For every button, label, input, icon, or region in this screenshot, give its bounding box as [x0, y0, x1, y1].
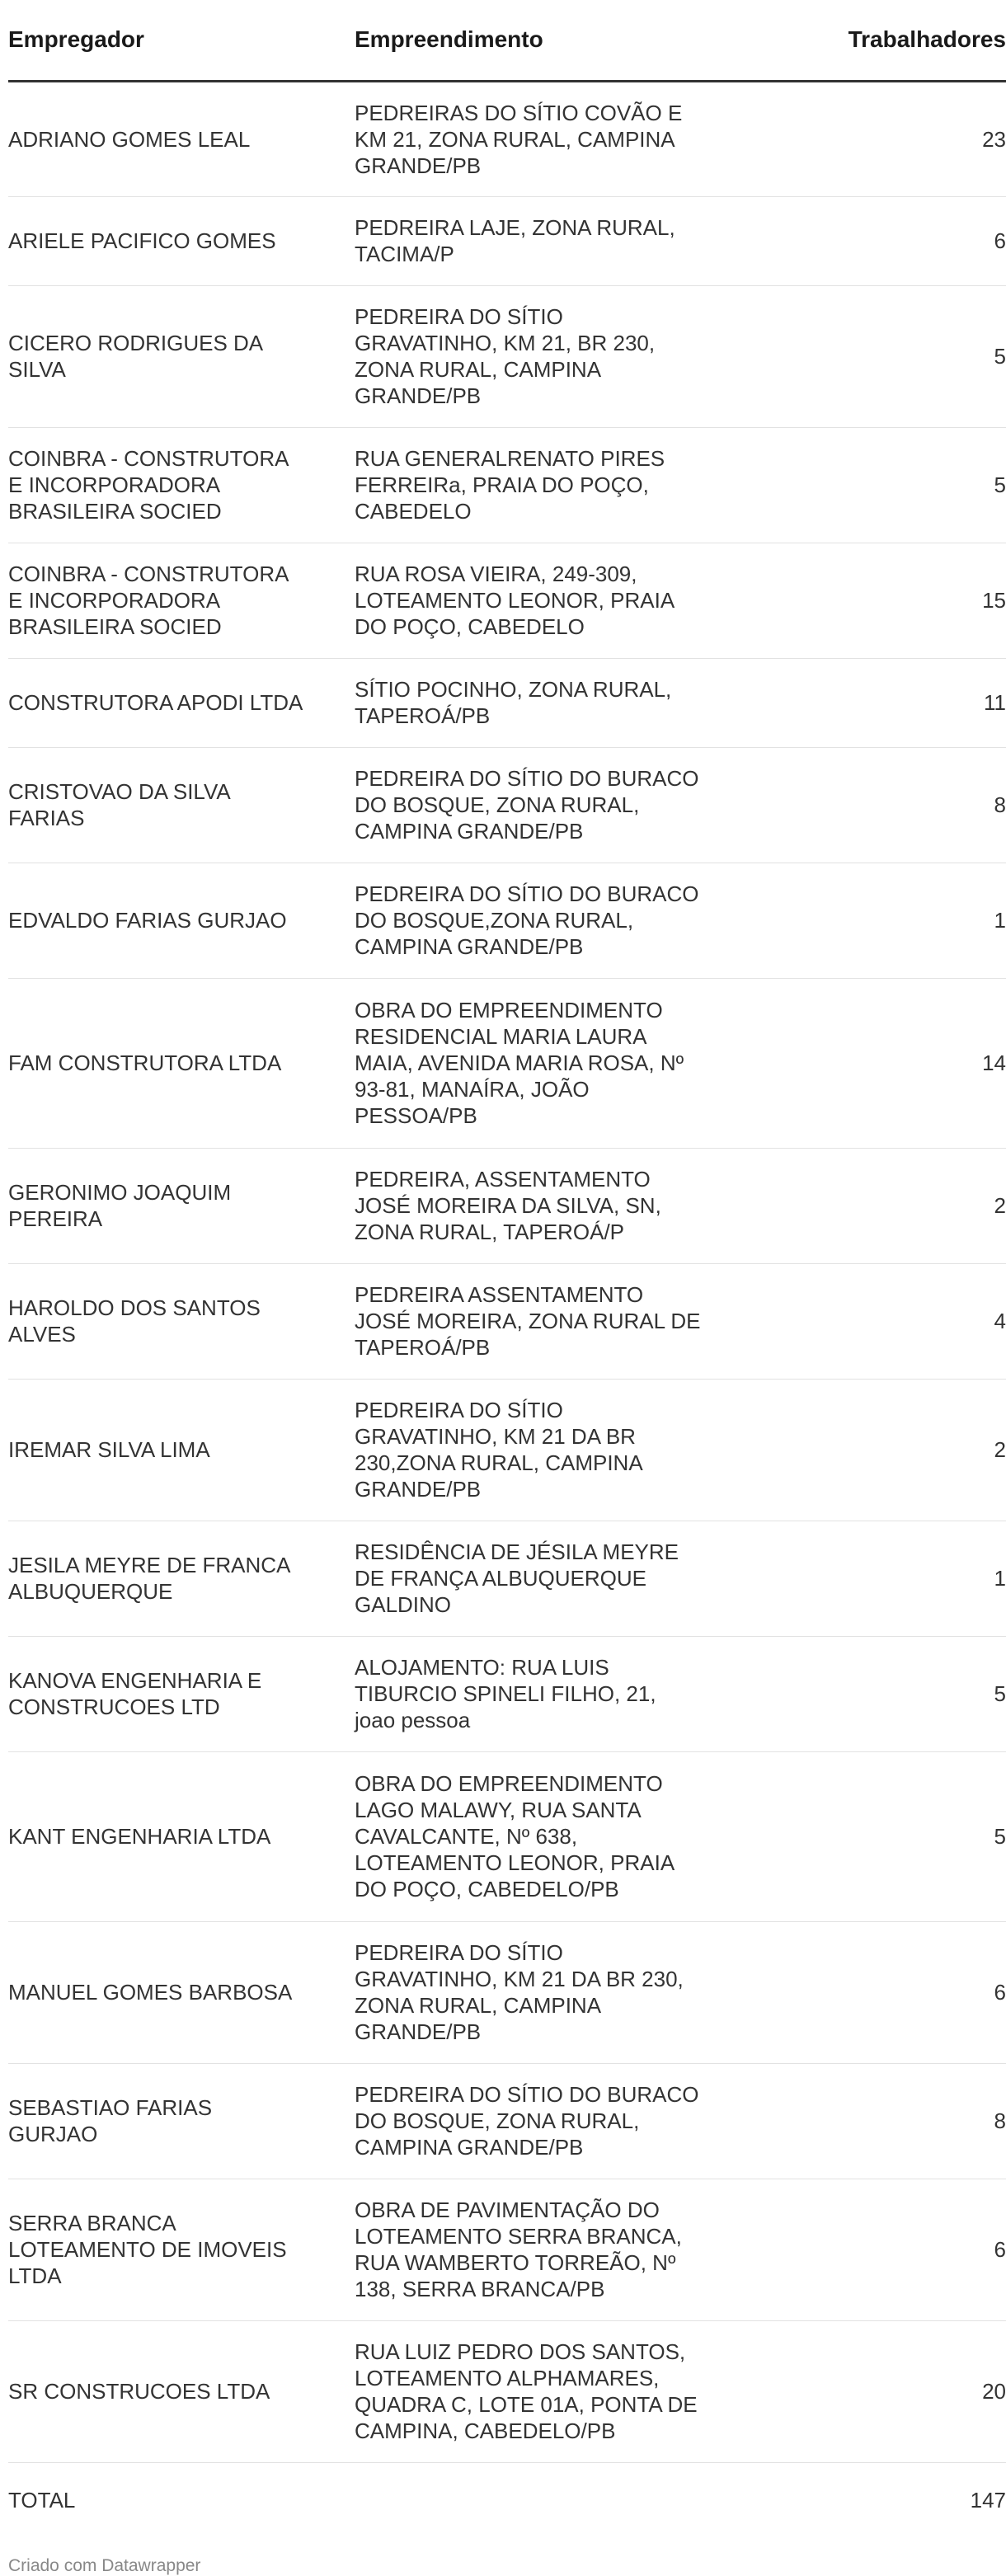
table-row	[8, 2320, 1006, 2462]
trabalhadores-cell: 4	[701, 1263, 1006, 1379]
trabalhadores-cell: 6	[701, 1921, 1006, 2063]
empreendimento-cell: PEDREIRA DO SÍTIO GRAVATINHO, KM 21, BR 230, ZONA RURAL, CAMPINA GRANDE/PB	[355, 285, 701, 427]
table-row	[8, 978, 1006, 1148]
workers-table	[8, 0, 1006, 2538]
trabalhadores-cell: 5	[701, 1751, 1006, 1921]
trabalhadores-cell: 1	[701, 863, 1006, 978]
empreendimento-cell: SÍTIO POCINHO, ZONA RURAL, TAPEROÁ/PB	[355, 658, 701, 747]
trabalhadores-cell: 11	[701, 658, 1006, 747]
table-row	[8, 1148, 1006, 1263]
empregador-cell: FAM CONSTRUTORA LTDA	[8, 978, 355, 1148]
datawrapper-table	[8, 0, 1006, 2576]
empreendimento-cell: PEDREIRA DO SÍTIO GRAVATINHO, KM 21 DA BR 230,ZONA RURAL, CAMPINA GRANDE/PB	[355, 1379, 701, 1521]
empreendimento-cell: PEDREIRA, ASSENTAMENTO JOSÉ MOREIRA DA SILVA, SN, ZONA RURAL, TAPEROÁ/P	[355, 1148, 701, 1263]
table-row	[8, 285, 1006, 427]
empreendimento-cell: RUA GENERALRENATO PIRES FERREIRa, PRAIA DO POÇO, CABEDELO	[355, 427, 701, 543]
table-row	[8, 1751, 1006, 1921]
trabalhadores-cell: 6	[701, 2179, 1006, 2320]
empregador-cell: MANUEL GOMES BARBOSA	[8, 1921, 355, 2063]
empregador-cell: SERRA BRANCA LOTEAMENTO DE IMOVEIS LTDA	[8, 2179, 355, 2320]
total-label: TOTAL	[8, 2488, 76, 2513]
table-row	[8, 81, 1006, 196]
trabalhadores-cell: 2	[701, 1148, 1006, 1263]
empreendimento-cell: OBRA DO EMPREENDIMENTO RESIDENCIAL MARIA LAURA MAIA, AVENIDA MARIA ROSA, Nº 93-81, MANAÍRA, JOÃO PESSOA/PB	[355, 978, 701, 1148]
empreendimento-cell: ALOJAMENTO: RUA LUIS TIBURCIO SPINELI FILHO, 21, joao pessoa	[355, 1636, 701, 1751]
trabalhadores-cell: 6	[701, 196, 1006, 285]
table-row	[8, 1263, 1006, 1379]
table-body	[8, 81, 1006, 2538]
trabalhadores-cell: 1	[701, 1521, 1006, 1636]
trabalhadores-cell: 2	[701, 1379, 1006, 1521]
table-row	[8, 1636, 1006, 1751]
empregador-cell: EDVALDO FARIAS GURJAO	[8, 863, 355, 978]
table-row	[8, 747, 1006, 863]
total-row	[8, 2462, 1006, 2538]
header-row	[8, 0, 1006, 81]
table-row	[8, 543, 1006, 658]
empreendimento-cell: PEDREIRA DO SÍTIO DO BURACO DO BOSQUE, ZONA RURAL, CAMPINA GRANDE/PB	[355, 747, 701, 863]
empregador-cell: JESILA MEYRE DE FRANCA ALBUQUERQUE	[8, 1521, 355, 1636]
empreendimento-cell: RESIDÊNCIA DE JÉSILA MEYRE DE FRANÇA ALBUQUERQUE GALDINO	[355, 1521, 701, 1636]
trabalhadores-cell: 5	[701, 285, 1006, 427]
trabalhadores-cell: 20	[701, 2320, 1006, 2462]
empreendimento-cell: PEDREIRA ASSENTAMENTO JOSÉ MOREIRA, ZONA RURAL DE TAPEROÁ/PB	[355, 1263, 701, 1379]
table-row	[8, 2063, 1006, 2179]
empreendimento-cell: OBRA DO EMPREENDIMENTO LAGO MALAWY, RUA SANTA CAVALCANTE, Nº 638, LOTEAMENTO LEONOR, PRAIA DO POÇO, CABEDELO/PB	[355, 1751, 701, 1921]
datawrapper-credit: Criado com Datawrapper	[8, 2556, 201, 2575]
trabalhadores-cell: 8	[701, 2063, 1006, 2179]
empregador-cell: CICERO RODRIGUES DA SILVA	[8, 285, 355, 427]
trabalhadores-cell: 14	[701, 978, 1006, 1148]
empregador-cell: ADRIANO GOMES LEAL	[8, 81, 355, 196]
trabalhadores-cell: 5	[701, 1636, 1006, 1751]
table-row	[8, 1921, 1006, 2063]
table-row	[8, 2179, 1006, 2320]
empregador-cell: COINBRA - CONSTRUTORA E INCORPORADORA BRASILEIRA SOCIED	[8, 427, 355, 543]
empreendimento-cell: RUA ROSA VIEIRA, 249-309, LOTEAMENTO LEONOR, PRAIA DO POÇO, CABEDELO	[355, 543, 701, 658]
trabalhadores-cell: 23	[701, 81, 1006, 196]
empregador-cell: KANOVA ENGENHARIA E CONSTRUCOES LTD	[8, 1636, 355, 1751]
table-row	[8, 1521, 1006, 1636]
header-empreendimento[interactable]: Empreendimento	[355, 0, 701, 81]
empreendimento-cell: PEDREIRA LAJE, ZONA RURAL, TACIMA/P	[355, 196, 701, 285]
table-row	[8, 658, 1006, 747]
empreendimento-cell: PEDREIRA DO SÍTIO DO BURACO DO BOSQUE, ZONA RURAL, CAMPINA GRANDE/PB	[355, 2063, 701, 2179]
empregador-cell: SEBASTIAO FARIAS GURJAO	[8, 2063, 355, 2179]
table-row	[8, 196, 1006, 285]
empregador-cell: GERONIMO JOAQUIM PEREIRA	[8, 1148, 355, 1263]
empregador-cell: KANT ENGENHARIA LTDA	[8, 1751, 355, 1921]
header-empregador[interactable]: Empregador	[8, 0, 355, 81]
trabalhadores-cell: 8	[701, 747, 1006, 863]
empreendimento-cell: RUA LUIZ PEDRO DOS SANTOS, LOTEAMENTO ALPHAMARES, QUADRA C, LOTE 01A, PONTA DE CAMPINA, CABEDELO/PB	[355, 2320, 701, 2462]
trabalhadores-cell: 15	[701, 543, 1006, 658]
empregador-cell: CRISTOVAO DA SILVA FARIAS	[8, 747, 355, 863]
total-value: 147	[970, 2488, 1006, 2513]
empregador-cell: SR CONSTRUCOES LTDA	[8, 2320, 355, 2462]
empregador-cell: HAROLDO DOS SANTOS ALVES	[8, 1263, 355, 1379]
empregador-cell: IREMAR SILVA LIMA	[8, 1379, 355, 1521]
empregador-cell: CONSTRUTORA APODI LTDA	[8, 658, 355, 747]
empreendimento-cell: PEDREIRAS DO SÍTIO COVÃO E KM 21, ZONA RURAL, CAMPINA GRANDE/PB	[355, 81, 701, 196]
empregador-cell: COINBRA - CONSTRUTORA E INCORPORADORA BRASILEIRA SOCIED	[8, 543, 355, 658]
total-empty	[355, 2462, 701, 2538]
table-row	[8, 1379, 1006, 1521]
table-row	[8, 863, 1006, 978]
header-trabalhadores[interactable]: Trabalhadores	[701, 0, 1006, 81]
empregador-cell: ARIELE PACIFICO GOMES	[8, 196, 355, 285]
empreendimento-cell: OBRA DE PAVIMENTAÇÃO DO LOTEAMENTO SERRA BRANCA, RUA WAMBERTO TORREÃO, Nº 138, SERRA BRANCA/PB	[355, 2179, 701, 2320]
empreendimento-cell: PEDREIRA DO SÍTIO DO BURACO DO BOSQUE,ZONA RURAL, CAMPINA GRANDE/PB	[355, 863, 701, 978]
table-row	[8, 427, 1006, 543]
empreendimento-cell: PEDREIRA DO SÍTIO GRAVATINHO, KM 21 DA BR 230, ZONA RURAL, CAMPINA GRANDE/PB	[355, 1921, 701, 2063]
trabalhadores-cell: 5	[701, 427, 1006, 543]
